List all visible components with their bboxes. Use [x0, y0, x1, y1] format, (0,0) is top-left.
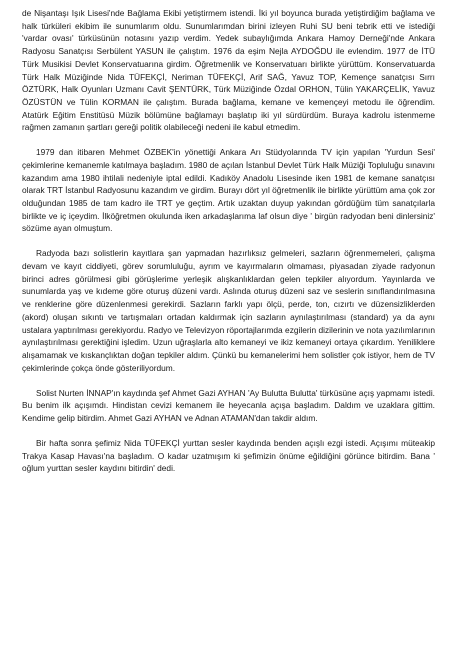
paragraph: de Nişantaşı Işık Lisesi'nde Bağlama Ekibi yetiştirmem istendi. İki yıl boyunca burada yetiştirdiğim bağlama ve halk türküleri ekibim ile sunumlarım oldu. Sunumlarımdan birini izleyen Ruhi SU beni tebrik etti ve istediği 'vardar ovası' türküsünün notasını yazıp verdim. Yedek subaylığımda Ankara Hamoy Derneği'nde Ankara Radyosu Sanatçısı Serbülent YASUN ile çalıştım. 1976 da eşim Nejla AYDOĞDU ile evlendim. 1977 de İTÜ Türk Musikisi Devlet Konservatuarına girdim. Öğretmenlik ve Konservatuarı birlikte yürüttüm. Konservatuarda Türk Halk Müziğinde Nida TÜFEKÇİ, Neriman TÜFEKÇİ, Arif SAĞ, Yavuz TOP, Kemençe sanatçısı Sırrı ÖZTÜRK, Halk Oyunları Uzmanı Cavit ŞENTÜRK, Türk Müziğinde Özdal ORHON, Tülin YAKARÇELİK, Yavuz ÖZÜSTÜN ve Tülin KORMAN ile çalıştım. Burada bağlama, kemane ve kemençeyi metodu ile öğrendim. Atatürk Eğitim Enstitüsü Müzik bölümüne bağlamayı başlatıp iki yıl sürdürdüm. Buraya kadrolu istenmeme rağmen zamanın şartları gereği politik olabileceği nedeni ile kabul etmedim. — [22, 8, 435, 133]
paragraph: Bir hafta sonra şefimiz Nida TÜFEKÇİ yurttan sesler kaydında benden açışlı ezgi istedi. Açışımı müteakip Trakya Kasap Havası'na başladım. O kadar uzatmışım ki şefimizin önüme eğildiğini görünce bitirdim. Bana ' oğlum yurttan sesler kaydını bitirdin' dedi. — [22, 437, 435, 474]
paragraph: Radyoda bazı solistlerin kayıtlara şan yapmadan hazırlıksız gelmeleri, sazların öğrenmemeleri, çalışma devam ve kayıt ciddiyeti, görev sorumluluğu, ayrım ve kayırmaların olmaması, piyasadan ziyade radyonun birinci adres görülmesi gibi görüşlerime yerleşik alışkanlıklardan gelen tepkiler alıyordum. Yayınlarda ve sunumlarda yaş ve kıdeme göre oturuş düzeni vardı. Aslında oturuş düzeni saz ve seslerin sınıflandırılmasına ve renklerine göre düzenlenmesi gerekirdi. Sazların farklı yapı ölçü, perde, ton, cızırtı ve düzensizliklerden (akord) oluşan sıkıntı ve tartışmaları ortadan kaldırmak için sazların aynılaştırılması (standard) ya da aynı ustalara yaptırılması gerekiyordu. Radyo ve Televizyon röportajlarımda ezgilerin dizilerinin ve nota yazılımlarının aynılaştırılması gerektiğini işledim. Uzun uğraşlarla alto kemaneyi ve ikiz kemaneyi ortaya çıkardım. Yeniliklere alışamamak ve kıskançlıktan doğan tepkiler aldım. Çünkü bu kemanelerimi hem solistler çok istiyor, hem de TV çekimlerinde çokça önde gösteriliyordum. — [22, 248, 435, 373]
paragraph: 1979 dan itibaren Mehmet ÖZBEK'in yönettiği Ankara Arı Stüdyolarında TV için yapılan 'Yurdun Sesi' çekimlerine kemanemle katılmaya başladım. 1980 de açılan İstanbul Devlet Türk Halk Müziği Topluluğu sınavını kazandım ama 1980 ihtilali nedeniyle iptal edildi. Kadıköy Anadolu Lisesinde iken 1981 de kemane sanatçısı olarak TRT İstanbul Radyosunu kazandım ve girdim. Burayı dört yıl öğretmenlik ile birlikte yürüttüm ama çok zor olduğundan 1985 de tam kadro ile TRT ye geçtim. Artık uzaktan duyup yakından gördüğüm tüm sanatçılarla birlikte ve iç içeydim. İlköğretmen okulunda iken arkadaşlarıma laf olsun diye ' birgün radyodan beni dinlersiniz' sözüme ayan olmuştum. — [22, 147, 435, 234]
paragraph: Solist Nurten İNNAP'ın kaydında şef Ahmet Gazi AYHAN 'Ay Bulutta Bulutta' türküsüne açış yapmamı istedi. Bu benim ilk açışımdı. Hindistan cevizi kemanem ile heyecanla açışa başladım. Daldım ve uzaklara gittim. Kendime gelip bitirdim. Ahmet Gazi AYHAN ve Adnan ATAMAN'dan takdir aldım. — [22, 387, 435, 423]
